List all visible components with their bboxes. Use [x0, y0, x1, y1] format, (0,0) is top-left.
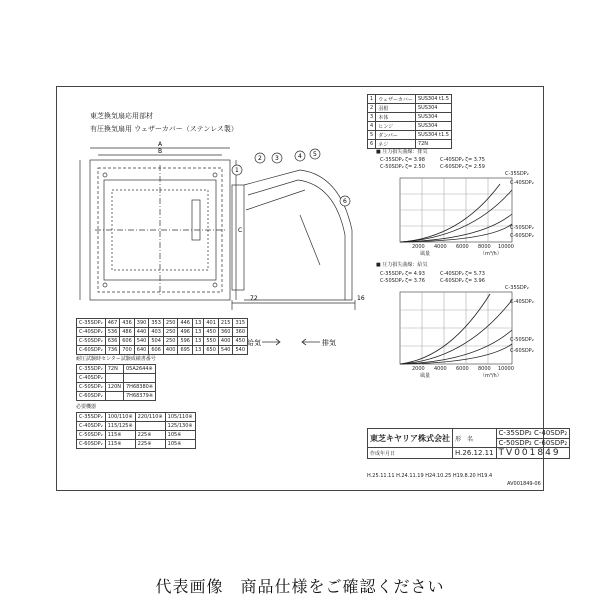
model-label: 形 名	[453, 429, 497, 448]
chart2-curves	[400, 294, 512, 364]
product-line: 有圧換気扇用 ウェザーカバー（ステンレス製）	[90, 125, 238, 133]
chart1-heading: ■ 圧力損失曲線：排気	[376, 149, 428, 155]
table-row: 4 ヒンジ SUS304	[368, 122, 452, 131]
revision-history: H.25.11.11 H.24.11.19 H24.10.25 H19.8.20 H19.4	[367, 473, 493, 479]
chart2-xunit: （m³/h）	[480, 373, 502, 379]
airflow-arrows	[262, 339, 320, 345]
dim-72: 72	[250, 295, 258, 302]
chart1-xtick-4: 10000	[498, 244, 514, 250]
table-row: C-60SDP₂ 736 700 640 606 400 695 13 650 540 540	[77, 346, 248, 355]
chart1-legend-0: C-35SDP₂ ζ= 3.98	[380, 157, 425, 163]
callout-1: 1	[235, 167, 239, 174]
table-row: 5 ダンパー SUS304 t1.5	[368, 131, 452, 140]
table-row: C-60SDP₂ 7H68379※	[77, 392, 156, 401]
dimension-table	[76, 318, 248, 355]
callout-4: 4	[298, 153, 302, 160]
chart2-curve-label-2: C-50SDP₂	[510, 337, 534, 343]
chart1-curves	[400, 184, 512, 242]
chart2-curve-label-0: C-35SDP₂	[505, 285, 529, 291]
dim-b-label: B	[158, 148, 163, 155]
chart2-legend-0: C-35SDP₂ ζ= 4.93	[380, 271, 425, 277]
chart1-curve-label-3: C-60SDP₂	[510, 233, 534, 239]
table-row: 1 ウェザーカバー SUS304 t1.5	[368, 95, 452, 104]
table-row: C-50SDP₂ 115※ 225※ 105※	[77, 431, 196, 440]
dim-c-label: C	[238, 227, 243, 234]
chart1-xlabel: 風量	[420, 251, 431, 257]
chart2-curve-label-1: C-40SDP₂	[510, 299, 534, 305]
table-row: C-60SDP₂ 115※ 225※ 105※	[77, 440, 196, 449]
callout-5: 5	[313, 151, 317, 158]
chart2-xtick-0: 2000	[412, 366, 425, 372]
chart1-curve-label-0: C-35SDP₂	[505, 171, 529, 177]
weight-section-title: 必要機器	[76, 404, 97, 410]
chart2-xtick-1: 4000	[434, 366, 447, 372]
doc-number: TV001849	[496, 448, 570, 459]
table-row: 3 本体 SUS304	[368, 113, 452, 122]
test-section-title: 耐圧試験時センター試験成績書番号	[76, 356, 156, 362]
company-name: 東芝キヤリア株式会社	[368, 429, 453, 448]
parts-table	[367, 94, 452, 149]
chart2-legend-1: C-40SDP₂ ζ= 5.73	[440, 271, 485, 277]
callout-markers	[232, 149, 350, 206]
chart2-frame	[400, 292, 512, 364]
chart2-legend-2: C-50SDP₂ ζ= 3.76	[380, 278, 425, 284]
sheet-code: AV001849-06	[507, 481, 541, 487]
table-row: C-35SDP₂ 100/110※ 220/110※ 105/110※	[77, 413, 196, 422]
chart1-curve-label-1: C-40SDP₂	[510, 180, 534, 186]
date-label: 作成年月日	[368, 448, 453, 459]
chart2-legend-3: C-60SDP₂ ζ= 3.96	[440, 278, 485, 284]
exhaust-label: 排気	[322, 339, 336, 347]
chart2-xtick-3: 8000	[478, 366, 491, 372]
callout-3: 3	[275, 155, 279, 162]
chart1-legend-3: C-60SDP₂ ζ= 2.59	[440, 164, 485, 170]
models-line-2: C-50SDP₂ C-60SDP₂	[496, 438, 570, 448]
chart1-xtick-2: 6000	[456, 244, 469, 250]
table-row: C-40SDP₂ 536 486 440 403 250 496 13 450 360 360	[77, 328, 248, 337]
callout-6: 6	[343, 198, 347, 205]
callout-2: 2	[258, 155, 262, 162]
table-row: 2 羽根 SUS304	[368, 104, 452, 113]
front-view	[80, 148, 236, 300]
chart1-curve-label-2: C-50SDP₂	[510, 225, 534, 231]
intake-label: 給気	[247, 339, 261, 347]
chart1-xtick-3: 8000	[478, 244, 491, 250]
weight-table	[76, 412, 196, 449]
chart1-xunit: （m³/h）	[480, 251, 502, 257]
table-row: C-40SDP₂ 115/125※ 125/130※	[77, 422, 196, 431]
models-line-1: C-35SDP₂ C-40SDP₂	[496, 429, 570, 439]
caption-text: 代表画像 商品仕様をご確認ください	[155, 577, 445, 596]
side-view	[232, 170, 355, 310]
table-row: C-50SDP₂ 636 606 540 504 250 596 13 550 400 450	[77, 337, 248, 346]
table-row: C-50SDP₂ 120N 7H68380※	[77, 383, 156, 392]
dim-a-label: A	[158, 141, 163, 148]
title-block	[367, 428, 570, 459]
chart1-xtick-0: 2000	[412, 244, 425, 250]
test-table	[76, 364, 156, 401]
table-row: C-35SDP₂ 467 436 390 353 250 446 13 401 215 315	[77, 319, 248, 328]
dim-16: 16	[357, 295, 365, 302]
chart2-xtick-4: 10000	[498, 366, 514, 372]
maker-line: 東芝換気扇応用部材	[90, 112, 153, 120]
table-row: 6 ネジ 72N	[368, 140, 452, 149]
chart1-xtick-1: 4000	[434, 244, 447, 250]
table-row: C-40SDP₂	[77, 374, 156, 383]
table-row: C-35SDP₂ 72N 05A2644※	[77, 365, 156, 374]
chart2-curve-label-3: C-60SDP₂	[510, 348, 534, 354]
chart2-xtick-2: 6000	[456, 366, 469, 372]
date-value: H.26.12.11	[453, 448, 497, 459]
chart1-legend-2: C-50SDP₂ ζ= 2.50	[380, 164, 425, 170]
chart1-legend-1: C-40SDP₂ ζ= 3.75	[440, 157, 485, 163]
chart2-heading: ■ 圧力損失曲線：給気	[376, 262, 428, 268]
chart2-xlabel: 風量	[420, 373, 431, 379]
table-row	[368, 448, 570, 459]
table-row	[368, 429, 570, 439]
